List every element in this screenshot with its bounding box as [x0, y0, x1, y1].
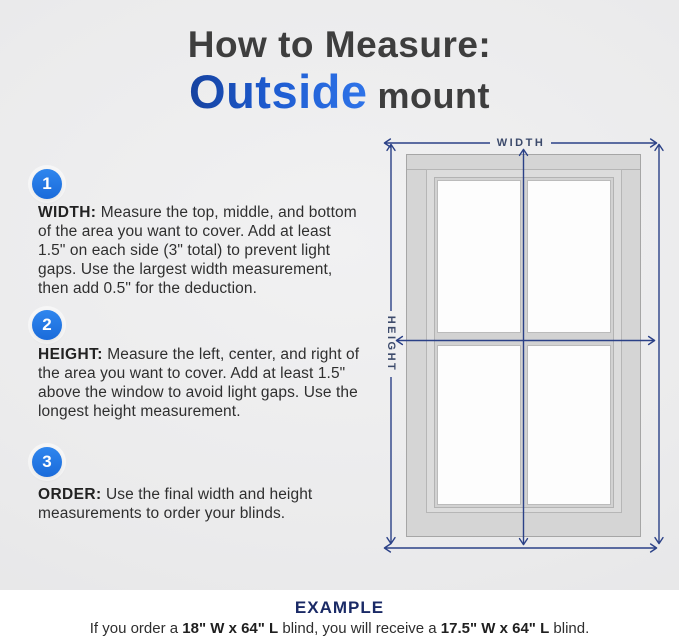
window-measurement-diagram: [378, 125, 679, 585]
window-pane-top-left: [438, 181, 521, 333]
page-title: [0, 26, 679, 116]
step-2-body: Measure the left, center, and right of the area you want to cover. Add at least 1.5" above the window to avoid light gaps. Use the longest height measurement.: [38, 346, 360, 420]
step-1-number: 1: [42, 174, 52, 193]
height-label: HEIGHT: [385, 315, 397, 373]
step-3-text: [38, 485, 360, 523]
example-segment: blind, you will receive a: [278, 620, 441, 637]
title-line1: How to Measure:: [187, 24, 492, 65]
step-1-text: [38, 203, 360, 298]
step-1-body: Measure the top, middle, and bottom of the area you want to cover. Add at least 1.5" on each side (3" total) to prevent light gaps. Use the largest width measurement, then add 0.5" for the deduction.: [38, 204, 357, 297]
example-segment: blind.: [549, 620, 590, 637]
step-3-body: Use the final width and height measurements to order your blinds.: [38, 486, 313, 522]
step-2-text: [38, 345, 360, 421]
example-segment-received-size: 17.5" W x 64" L: [440, 620, 550, 637]
step-1-label: WIDTH:: [38, 204, 97, 221]
step-3-number: 3: [42, 452, 52, 471]
step-1-badge: [32, 169, 62, 199]
step-2-badge: [32, 310, 62, 340]
step-3-label: ORDER:: [38, 486, 102, 503]
width-label: WIDTH: [496, 137, 546, 149]
step-2-label: HEIGHT:: [38, 346, 103, 363]
title-line2: [0, 64, 679, 118]
window-pane-bottom-right: [528, 346, 611, 505]
example-segment: If you order a: [89, 620, 183, 637]
step-2-number: 2: [42, 315, 52, 334]
example-sentence: [0, 620, 679, 637]
example-footer: [0, 590, 679, 644]
step-3-badge: [32, 447, 62, 477]
window-pane-top-right: [528, 181, 611, 333]
title-accent-outside: Outside: [189, 64, 368, 118]
title-suffix-mount: mount: [377, 74, 490, 116]
example-segment-ordered-size: 18" W x 64" L: [182, 620, 279, 637]
window-pane-bottom-left: [438, 346, 521, 505]
example-heading: EXAMPLE: [294, 598, 385, 617]
